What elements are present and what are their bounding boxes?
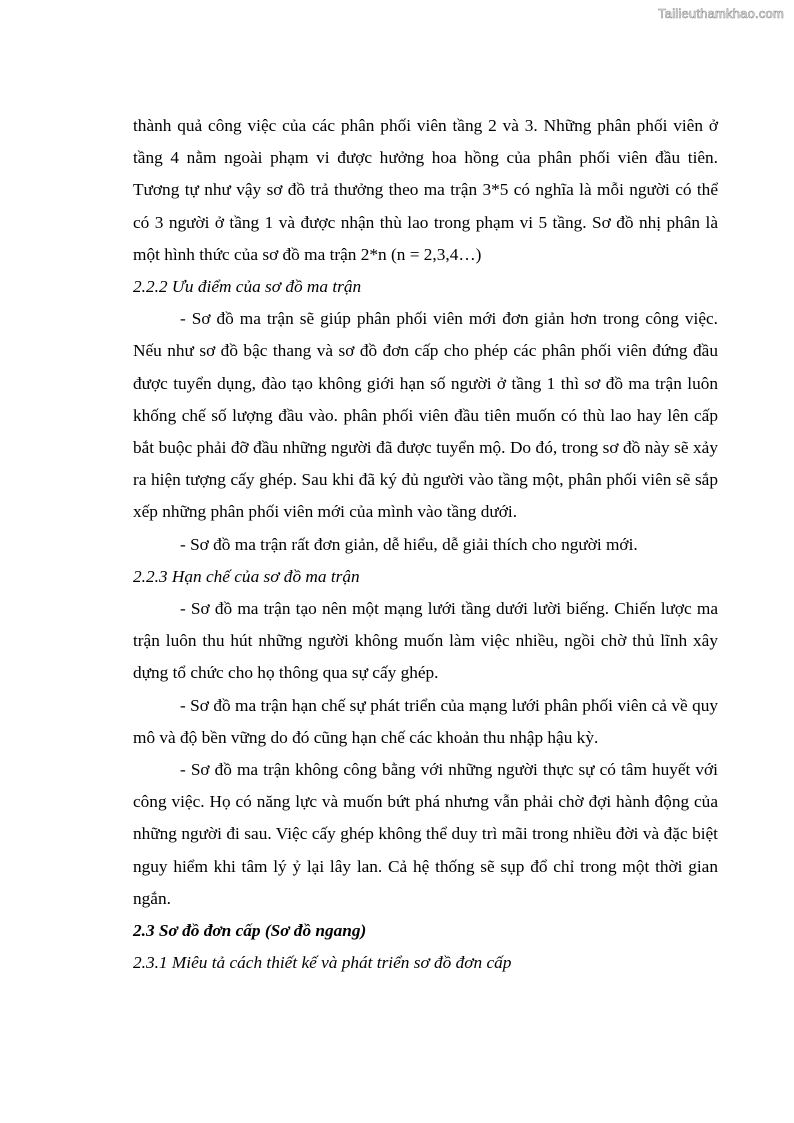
paragraph-advantage-2: - Sơ đồ ma trận rất đơn giản, dễ hiểu, dễ giải thích cho người mới.	[180, 534, 638, 554]
paragraph-limitation-3: - Sơ đồ ma trận không công bằng với những người thực sự có tâm huyết với công việc. Họ có năng lực và muốn bứt phá nhưng vẫn phải chờ đợi hành động của những người đi sau. Việc cấy ghép không thể duy trì mãi trong nhiều đời và đặc biệt nguy hiểm khi tâm lý ỷ lại lây lan. Cả hệ thống sẽ sụp đổ chỉ trong một thời gian ngắn.	[133, 760, 718, 908]
watermark: Tailieuthamkhao.com	[658, 6, 784, 21]
heading-2-3-1: 2.3.1 Miêu tả cách thiết kế và phát triển sơ đồ đơn cấp	[133, 953, 512, 973]
paragraph-intro: thành quả công việc của các phân phối viên tầng 2 và 3. Những phân phối viên ở tầng 4 nằm ngoài phạm vi được hưởng hoa hồng của phân phối viên đầu tiên. Tương tự như vậy sơ đồ trả thưởng theo ma trận 3*5 có nghĩa là mỗi người có thể có 3 người ở tầng 1 và được nhận thù lao trong phạm vi 5 tầng. Sơ đồ nhị phân là một hình thức của sơ đồ ma trận 2*n (n = 2,3,4…)	[133, 116, 718, 264]
paragraph-advantage-1: - Sơ đồ ma trận sẽ giúp phân phối viên mới đơn giản hơn trong công việc. Nếu như sơ đồ bậc thang và sơ đồ đơn cấp cho phép các phân phối viên đứng đầu được tuyển dụng, đào tạo không giới hạn số người ở tầng 1 thì sơ đồ ma trận luôn khống chế số lượng đầu vào. phân phối viên đầu tiên muốn có thù lao hay lên cấp bắt buộc phải đỡ đầu những người đã được tuyển mộ. Do đó, trong sơ đồ này sẽ xảy ra hiện tượng cấy ghép. Sau khi đã ký đủ người vào tầng một, phân phối viên sẽ sắp xếp những phân phối viên mới của mình vào tầng dưới.	[133, 309, 718, 522]
paragraph-limitation-1: - Sơ đồ ma trận tạo nên một mạng lưới tầng dưới lười biếng. Chiến lược ma trận luôn thu hút những người không muốn làm việc nhiều, ngồi chờ thủ lĩnh xây dựng tổ chức cho họ thông qua sự cấy ghép.	[133, 599, 718, 683]
paragraph-limitation-2: - Sơ đồ ma trận hạn chế sự phát triển của mạng lưới phân phối viên cả về quy mô và độ bền vững do đó cũng hạn chế các khoản thu nhập hậu kỳ.	[133, 695, 718, 747]
heading-2-2-3: 2.2.3 Hạn chế của sơ đồ ma trận	[133, 566, 360, 586]
document-page	[133, 110, 718, 979]
heading-2-3: 2.3 Sơ đồ đơn cấp (Sơ đồ ngang)	[133, 921, 367, 941]
heading-2-2-2: 2.2.2 Ưu điểm của sơ đồ ma trận	[133, 277, 362, 297]
